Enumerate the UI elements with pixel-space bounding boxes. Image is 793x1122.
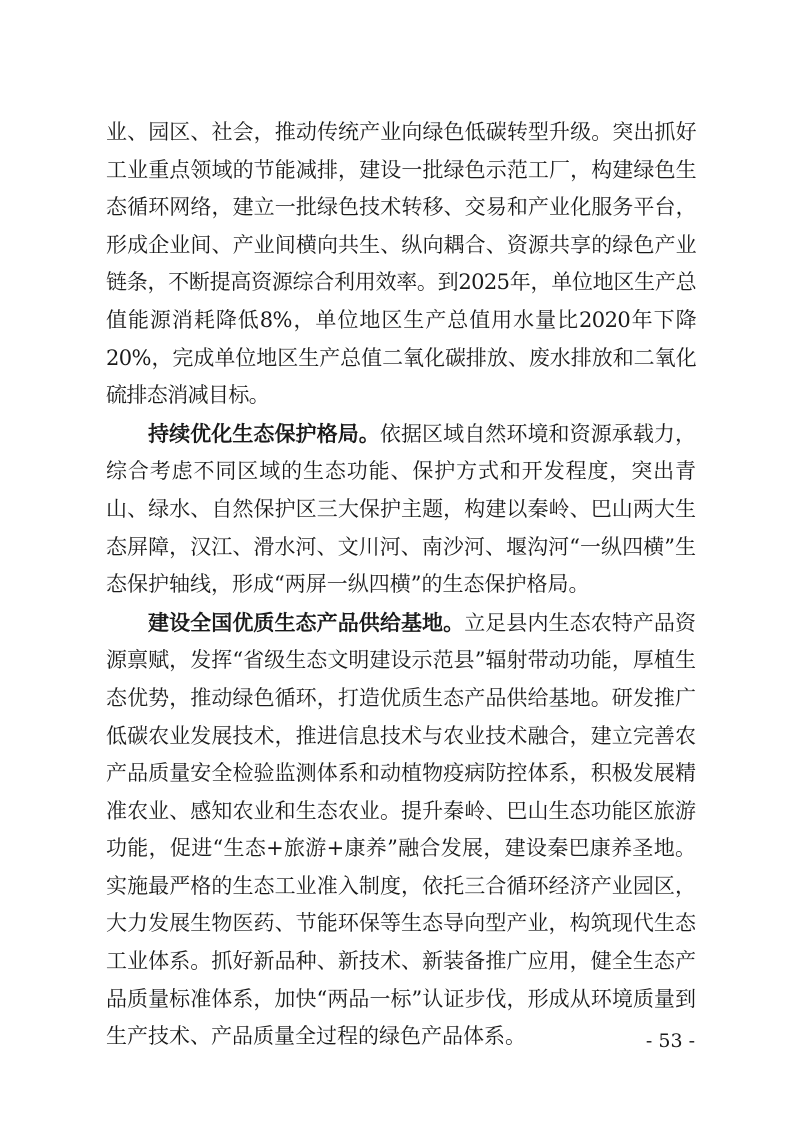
page-number: - 53 - [645, 1030, 695, 1052]
paragraph-text: 立足县内生态农特产品资源禀赋，发挥“省级生态文明建设示范县”辐射带动功能，厚植生态优势，推动绿色循环，打造优质生态产品供给基地。研发推广低碳农业发展技术，推进信息技术与农业技术融合，建立完善农产品质量安全检验监测体系和动植物疫病防控体系，积极发展精准农业、感知农业和生态农业。提升秦岭、巴山生态功能区旅游功能，促进“生态+旅游+康养”融合发展，建设秦巴康养圣地。实施最严格的生态工业准入制度，依托三合循环经济产业园区，大力发展生物医药、节能环保等生态导向型产业，构筑现代生态工业体系。抓好新品种、新技术、新装备推广应用，健全生态产品质量标准体系，加快“两品一标”认证步伐，形成从环境质量到生产技术、产品质量全过程的绿色产品体系。 [106, 610, 697, 1049]
paragraph-text: 依据区域自然环境和资源承载力，综合考虑不同区域的生态功能、保护方式和开发程度，突出青山、绿水、自然保护区三大保护主题，构建以秦岭、巴山两大生态屏障，汉江、滑水河、文川河、南沙河、堰沟河“一纵四横”生态保护轴线，形成“两屏一纵四横”的生态保护格局。 [106, 421, 697, 597]
paragraph-text: 业、园区、社会，推动传统产业向绿色低碳转型升级。突出抓好工业重点领域的节能减排，建设一批绿色示范工厂，构建绿色生态循环网络，建立一批绿色技术转移、交易和产业化服务平台，形成企业间、产业间横向共生、纵向耦合、资源共享的绿色产业链条，不断提高资源综合利用效率。到2025年，单位地区生产总值能源消耗降低8%，单位地区生产总值用水量比2020年下降20%，完成单位地区生产总值二氧化碳排放、废水排放和二氧化硫排态消减目标。 [106, 120, 696, 408]
paragraph-eco-product-base [106, 604, 696, 1056]
paragraph-lead: 建设全国优质生态产品供给基地。 [148, 609, 465, 635]
body-text [106, 113, 696, 1056]
paragraph-lead: 持续优化生态保护格局。 [148, 420, 380, 446]
paragraph-ecological-protection [106, 415, 696, 604]
paragraph-green-transition [106, 113, 696, 415]
